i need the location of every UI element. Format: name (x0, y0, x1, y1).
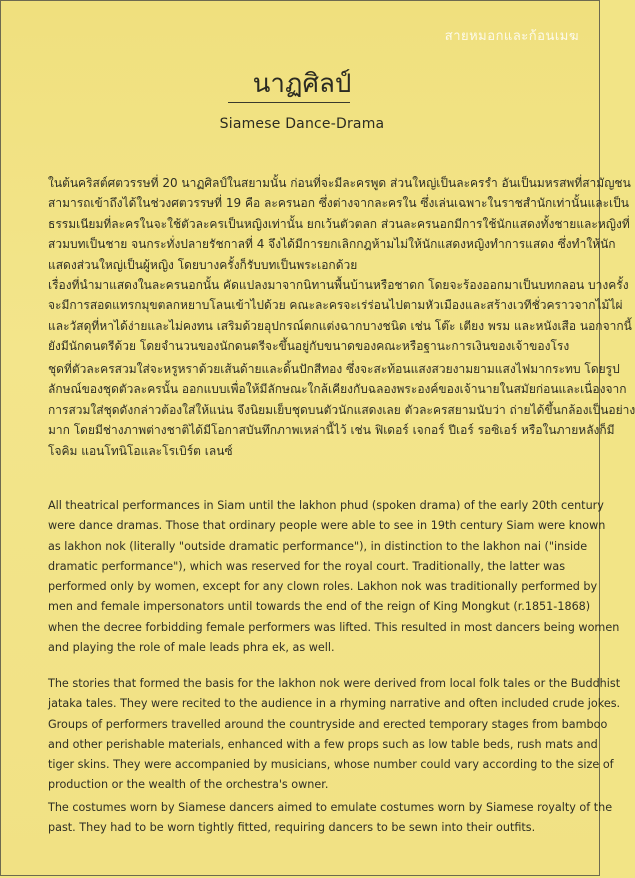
english-line: when the decree forbidding female performers was lifted. This resulted in most dancers being women (48, 620, 620, 634)
english-line: and playing the role of male leads phra ek, as well. (48, 641, 335, 655)
page-title-thai: นาฏศิลป์ (252, 69, 352, 99)
english-line: jataka tales. They were recited to the audience in a rhyming narrative and often included crude jokes. (48, 697, 621, 711)
thai-line: ลักษณ์ของชุดตัวละครนั้น ออกแบบเพื่อให้มีลักษณะใกล้เคียงกับฉลองพระองค์ของเจ้านายในสมัยก่อนและเนื่องจาก (48, 382, 627, 397)
page-title-english: Siamese Dance-Drama (219, 116, 385, 132)
thai-line: ในต้นคริสต์ศตวรรษที่ 20 นาฏศิลป์ในสยามนั้น ก่อนที่จะมีละครพูด ส่วนใหญ่เป็นละครรำ อันเป็นมหรสพที่สามัญชน (48, 176, 631, 190)
thai-line: จะมีการสอดแทรกมุขตลกหยาบโลนเข้าไปด้วย คณะละครจะเร่ร่อนไปตามหัวเมืองและสร้างเวทีชั่วคราวจากไม้ไผ่ (48, 298, 623, 313)
thai-paragraph-2 (48, 359, 635, 461)
english-paragraph-2 (48, 674, 621, 796)
thai-line: โจคิม แอนโทนิโอและโรเบิร์ต เลนซ์ (48, 443, 233, 458)
english-paragraph-1 (48, 496, 620, 658)
thai-paragraph-1 (48, 173, 632, 357)
english-line: dramatic performance"), which was reserved for the royal court. Traditionally, the latter was (48, 559, 566, 573)
english-line: The stories that formed the basis for the lakhon nok were derived from local folk tales or the Buddhist (48, 677, 621, 690)
english-line: The costumes worn by Siamese dancers aimed to emulate costumes worn by Siamese royalty of the (48, 801, 613, 814)
english-line: as lakhon nok (literally "outside dramatic performance"), in distinction to the lakhon nai ("inside (48, 539, 588, 553)
english-line: tiger skins. They were accompanied by musicians, whose number could vary according to the size of (48, 758, 614, 772)
english-line: Groups of performers travelled around the countryside and erected temporary stages from bamboo (48, 717, 608, 731)
english-paragraph-3 (48, 798, 613, 839)
thai-line: การสวมใส่ชุดดังกล่าวต้องใส่ให้แน่น จึงนิยมเย็บชุดบนตัวนักแสดงเลย ตัวละครสยามนับว่า ถ่ายได้ขึ้นกล้องเป็นอย่าง (48, 402, 635, 417)
thai-line: สวมบทเป็นชาย จนกระทั่งปลายรัชกาลที่ 4 จึงได้มีการยกเลิกกฎห้ามไม่ให้นักแสดงหญิงทำการแสดง ซึ่งทำให้นัก (48, 237, 616, 252)
thai-line: สามารถเข้าถึงได้ในช่วงศตวรรษที่ 19 คือ ละครนอก ซึ่งต่างจากละครใน ซึ่งเล่นเฉพาะในราชสำนักเท่านั้นและเป็น (48, 196, 629, 211)
english-line: and other perishable materials, enhanced with a few props such as low table beds, rush mats and (48, 737, 598, 751)
thai-line: เรื่องที่นำมาแสดงในละครนอกนั้น คัดแปลงมาจากนิทานพื้นบ้านหรือชาดก โดยจะร้องออกมาเป็นบทกลอน บางครั้ง (48, 278, 629, 293)
english-line: men and female impersonators until towards the end of the reign of King Mongkut (r.1851-1868) (48, 600, 591, 614)
thai-line: แสดงส่วนใหญ่เป็นผู้หญิง โดยบางครั้งก็รับบทเป็นพระเอกด้วย (48, 257, 358, 272)
english-line: were dance dramas. Those that ordinary people were able to see in 19th century Siam were known (48, 519, 606, 533)
watermark: สายหมอกและก้อนเมฆ (444, 29, 579, 44)
english-line: performed only by women, except for any clown roles. Lakhon nok was traditionally performed by (48, 580, 598, 594)
english-line: production or the wealth of the orchestra's owner. (48, 778, 329, 792)
thai-line: ยังมีนักดนตรีด้วย โดยจำนวนของนักดนตรีจะขึ้นอยู่กับขนาดของคณะหรือฐานะการเงินของเจ้าของโรง (48, 339, 570, 354)
english-line: All theatrical performances in Siam until the lakhon phud (spoken drama) of the early 20th century (48, 499, 604, 512)
english-line: past. They had to be worn tightly fitted, requiring dancers to be sewn into their outfits. (48, 821, 536, 835)
thai-line: และวัสดุที่หาได้ง่ายและไม่คงทน เสริมด้วยอุปกรณ์ตกแต่งฉากบางชนิด เช่น โต๊ะ เตียง พรม และหนังเสือ นอกจากนี้ (48, 318, 632, 333)
title-divider (228, 102, 350, 103)
thai-line: ชุดที่ตัวละครสวมใส่จะหรูหราด้วยเส้นด้ายและดิ้นปักสีทอง ซึ่งจะสะท้อนแสงสวยงามยามแสงไฟมากระทบ โดยรูป (48, 362, 620, 376)
thai-line: มาก โดยมีช่างภาพต่างชาติได้มีโอกาสบันทึกภาพเหล่านี้ไว้ เช่น ฟิเดอร์ เจกอร์ ปีเอร์ รอซิเอร์ หรือในภายหลังก็มี (48, 423, 615, 438)
thai-line: ธรรมเนียมที่ละครในจะใช้ตัวละครเป็นหญิงเท่านั้น ยกเว้นตัวตลก ส่วนละครนอกมีการใช้นักแสดงทั้งชายและหญิงที่ (48, 216, 630, 231)
